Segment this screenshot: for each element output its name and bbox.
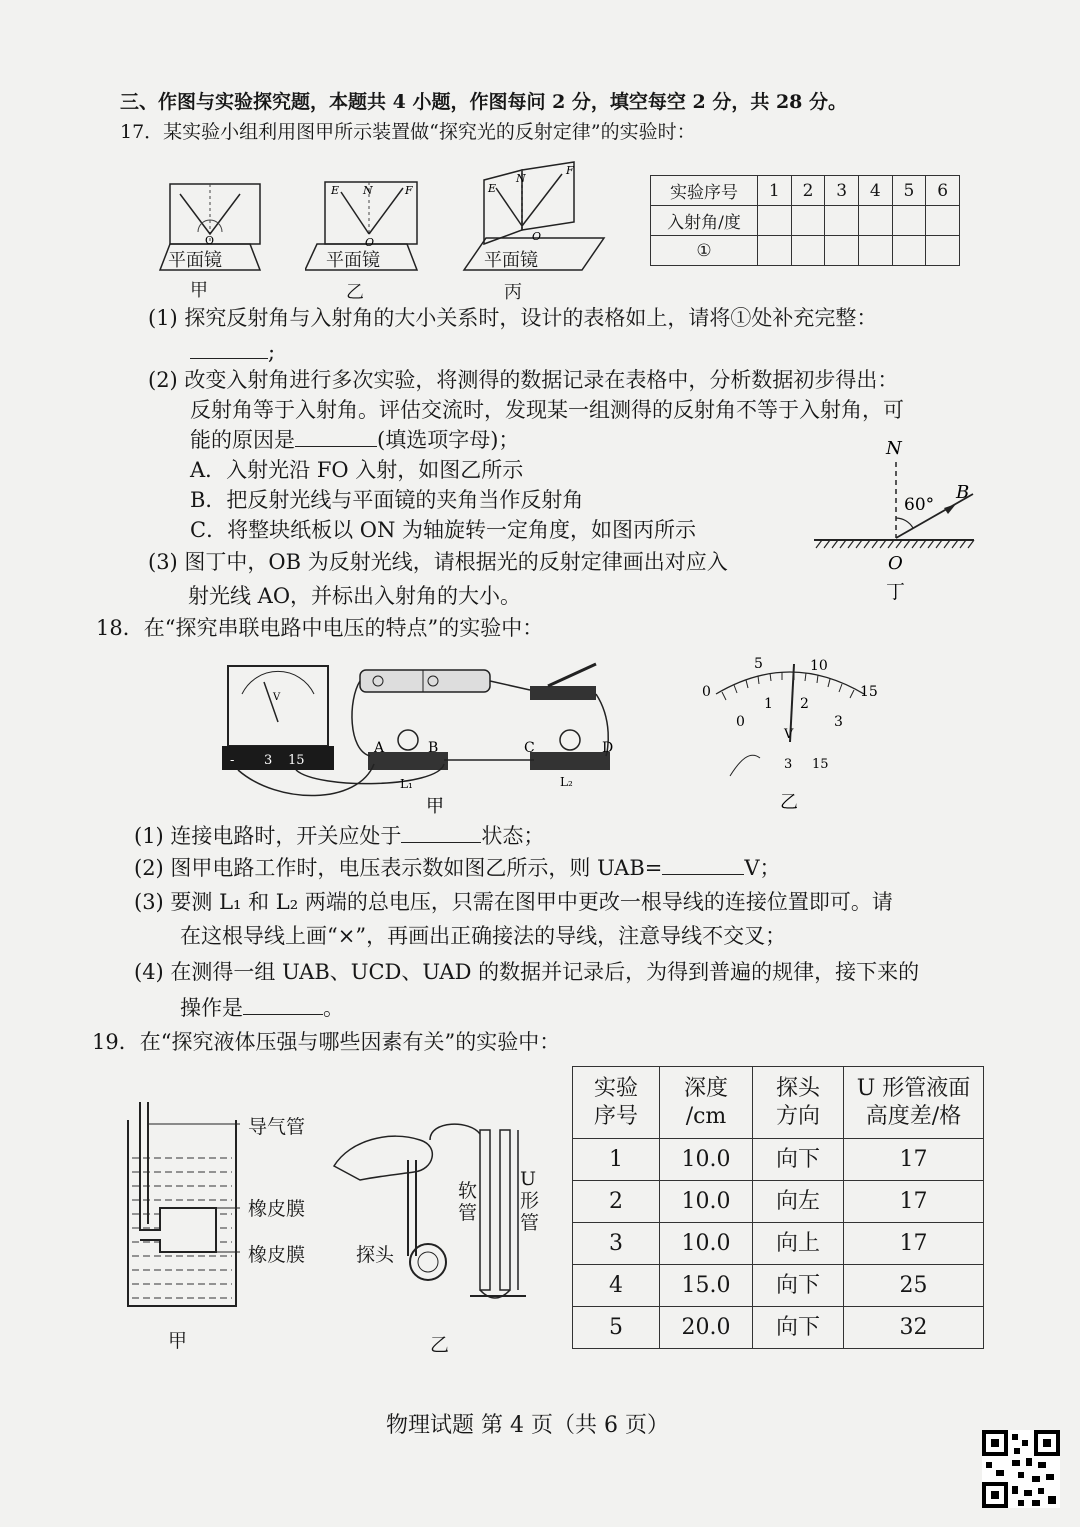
probe	[410, 1244, 446, 1280]
qr-code-icon[interactable]	[982, 1430, 1060, 1508]
svg-text:L₂: L₂	[560, 775, 573, 789]
u-tube-right	[500, 1130, 510, 1290]
page-footer: 物理试题 第 4 页（共 6 页）	[386, 1413, 669, 1438]
svg-text:10: 10	[810, 658, 828, 674]
q17-p1: (1) 探究反射角与入射角的大小关系时，设计的表格如上，请将①处补充完整：	[148, 306, 878, 330]
svg-text:2: 2	[800, 696, 809, 712]
svg-text:乙: 乙	[780, 792, 798, 810]
table-header: 实验 序号	[573, 1067, 660, 1139]
svg-text:丁: 丁	[886, 581, 906, 603]
q17-stem: 17．某实验小组利用图甲所示装置做“探究光的反射定律”的实验时：	[120, 121, 696, 143]
q18-p3-line2: 在这根导线上画“×”，再画出正确接法的导线，注意导线不交叉；	[180, 924, 787, 948]
svg-text:E: E	[331, 184, 340, 197]
svg-text:V: V	[784, 727, 794, 742]
label-soft-tube: 软管	[458, 1180, 478, 1224]
svg-text:0: 0	[702, 684, 711, 700]
section-header: 三、作图与实验探究题，本题共 4 小题，作图每问 2 分，填空每空 2 分，共 28 分。	[120, 91, 848, 113]
u-tube-left	[480, 1130, 490, 1290]
dial-scale	[716, 672, 864, 694]
arrow-head	[944, 504, 956, 514]
svg-text:B: B	[428, 740, 439, 756]
svg-text:O: O	[365, 236, 375, 249]
q18-p4-line2: 操作是 。	[180, 996, 344, 1020]
svg-text:60°: 60°	[904, 495, 935, 515]
svg-text:O: O	[888, 553, 903, 574]
caption-jia: 甲	[168, 1330, 188, 1352]
svg-text:3: 3	[784, 757, 793, 772]
table-row: 2 10.0 向左 17	[573, 1181, 984, 1223]
answer-blank[interactable]	[190, 338, 268, 359]
q17-p2-line2: 反射角等于入射角。评估交流时，发现某一组测得的反射角不等于入射角，可	[190, 398, 904, 422]
table-cell: 入射角/度	[651, 206, 758, 236]
svg-text:15: 15	[288, 753, 305, 768]
svg-text:N: N	[886, 438, 902, 459]
label-rubber-film-1: 橡皮膜	[248, 1198, 306, 1220]
svg-text:D: D	[602, 740, 614, 756]
svg-text:3: 3	[264, 753, 273, 768]
voltmeter-base	[222, 746, 334, 770]
answer-blank[interactable]	[401, 822, 481, 843]
svg-text:V: V	[273, 692, 281, 703]
label-probe: 探头	[356, 1244, 395, 1266]
svg-text:5: 5	[754, 656, 763, 672]
svg-text:C: C	[524, 740, 535, 756]
q18-stem: 18．在“探究串联电路中电压的特点”的实验中：	[96, 616, 544, 640]
svg-text:15: 15	[860, 684, 878, 700]
svg-text:N: N	[363, 184, 373, 197]
q18-p4-line1: (4) 在测得一组 UAB、UCD、UAD 的数据并记录后，为得到普遍的规律，接下来的	[134, 960, 920, 984]
table-header: U 形管液面 高度差/格	[844, 1067, 984, 1139]
answer-blank[interactable]	[662, 854, 744, 875]
svg-text:O: O	[205, 234, 215, 247]
q19-table	[572, 1066, 984, 1349]
table-cell: ①	[651, 236, 758, 266]
q17-table	[650, 175, 960, 266]
lamp-l2	[530, 752, 610, 770]
label-u-tube: U形管	[520, 1168, 540, 1234]
q19-figure-yi	[330, 1110, 550, 1310]
q18-p1: (1) 连接电路时，开关应处于 状态；	[134, 824, 545, 848]
svg-text:F: F	[566, 164, 574, 177]
q17-figure-yi	[305, 172, 430, 297]
table-row: 1 10.0 向下 17	[573, 1139, 984, 1181]
q17-option-c: C．将整块纸板以 ON 为轴旋转一定角度，如图丙所示	[190, 518, 697, 542]
q17-option-a: A．入射光沿 FO 入射，如图乙所示	[190, 458, 524, 482]
board	[170, 184, 260, 244]
q18-p2: (2) 图甲电路工作时，电压表示数如图乙所示，则 UAB= V；	[134, 856, 781, 880]
label-air-tube: 导气管	[248, 1116, 306, 1138]
table-cell: 2	[791, 176, 825, 206]
svg-text:E: E	[488, 182, 497, 195]
q17-p2-line1: (2) 改变入射角进行多次实验，将测得的数据记录在表格中，分析数据初步得出：	[148, 368, 899, 392]
battery	[360, 670, 490, 692]
svg-text:1: 1	[764, 696, 773, 712]
svg-text:O: O	[532, 230, 542, 243]
table-cell: 3	[825, 176, 859, 206]
answer-blank[interactable]	[243, 994, 323, 1015]
svg-text:F: F	[405, 184, 413, 197]
q17-p3-line2: 射光线 AO，并标出入射角的大小。	[188, 584, 522, 608]
table-row: 5 20.0 向下 32	[573, 1307, 984, 1349]
svg-text:N: N	[516, 172, 526, 185]
table-header: 深度 /cm	[660, 1067, 753, 1139]
q18-circuit-figure	[218, 660, 638, 820]
q17-p3-line1: (3) 图丁中，OB 为反射光线，请根据光的反射定律画出对应入	[148, 550, 728, 574]
answer-blank[interactable]	[295, 426, 377, 447]
q17-figure-ding	[808, 432, 980, 612]
table-row: 4 15.0 向下 25	[573, 1265, 984, 1307]
svg-text:15: 15	[812, 757, 829, 772]
mirror-label-yi: 平面镜	[326, 250, 380, 271]
table-row: 3 10.0 向上 17	[573, 1223, 984, 1265]
caption-jia: 甲	[190, 280, 208, 301]
caption-yi: 乙	[430, 1334, 450, 1356]
svg-text:3: 3	[834, 714, 843, 730]
caption-yi: 乙	[346, 282, 364, 303]
table-cell: 6	[926, 176, 960, 206]
hand	[334, 1136, 432, 1180]
q17-figure-bing	[462, 160, 610, 300]
voltmeter-body	[228, 666, 328, 746]
table-cell: 1	[758, 176, 792, 206]
soft-tube	[430, 1124, 480, 1140]
q17-p2-line3: 能的原因是 (填选项字母)；	[190, 428, 520, 452]
svg-text:B: B	[956, 482, 970, 503]
mirror-label-jia: 平面镜	[168, 250, 222, 271]
svg-text:A: A	[374, 740, 385, 756]
q18-p3-line1: (3) 要测 L₁ 和 L₂ 两端的总电压，只需在图甲中更改一根导线的连接位置即可。请	[134, 890, 893, 914]
svg-text:-: -	[230, 753, 235, 768]
svg-text:0: 0	[736, 714, 745, 730]
table-cell: 4	[858, 176, 892, 206]
mirror-label-bing: 平面镜	[484, 250, 538, 271]
q19-stem: 19．在“探究液体压强与哪些因素有关”的实验中：	[92, 1030, 561, 1054]
q18-dial-figure	[700, 650, 890, 810]
q17-figure-jia	[150, 172, 270, 297]
table-header: 探头 方向	[753, 1067, 844, 1139]
svg-text:甲: 甲	[426, 796, 444, 817]
q19-figure-jia	[120, 1100, 240, 1310]
label-rubber-film-2: 橡皮膜	[248, 1244, 306, 1266]
q17-p1-answer: ;	[190, 338, 275, 366]
q17-option-b: B．把反射光线与平面镜的夹角当作反射角	[190, 488, 584, 512]
switch	[530, 686, 596, 700]
svg-text:L₁: L₁	[400, 777, 413, 791]
table-cell: 实验序号	[651, 176, 758, 206]
caption-bing: 丙	[504, 282, 522, 303]
table-cell: 5	[892, 176, 926, 206]
